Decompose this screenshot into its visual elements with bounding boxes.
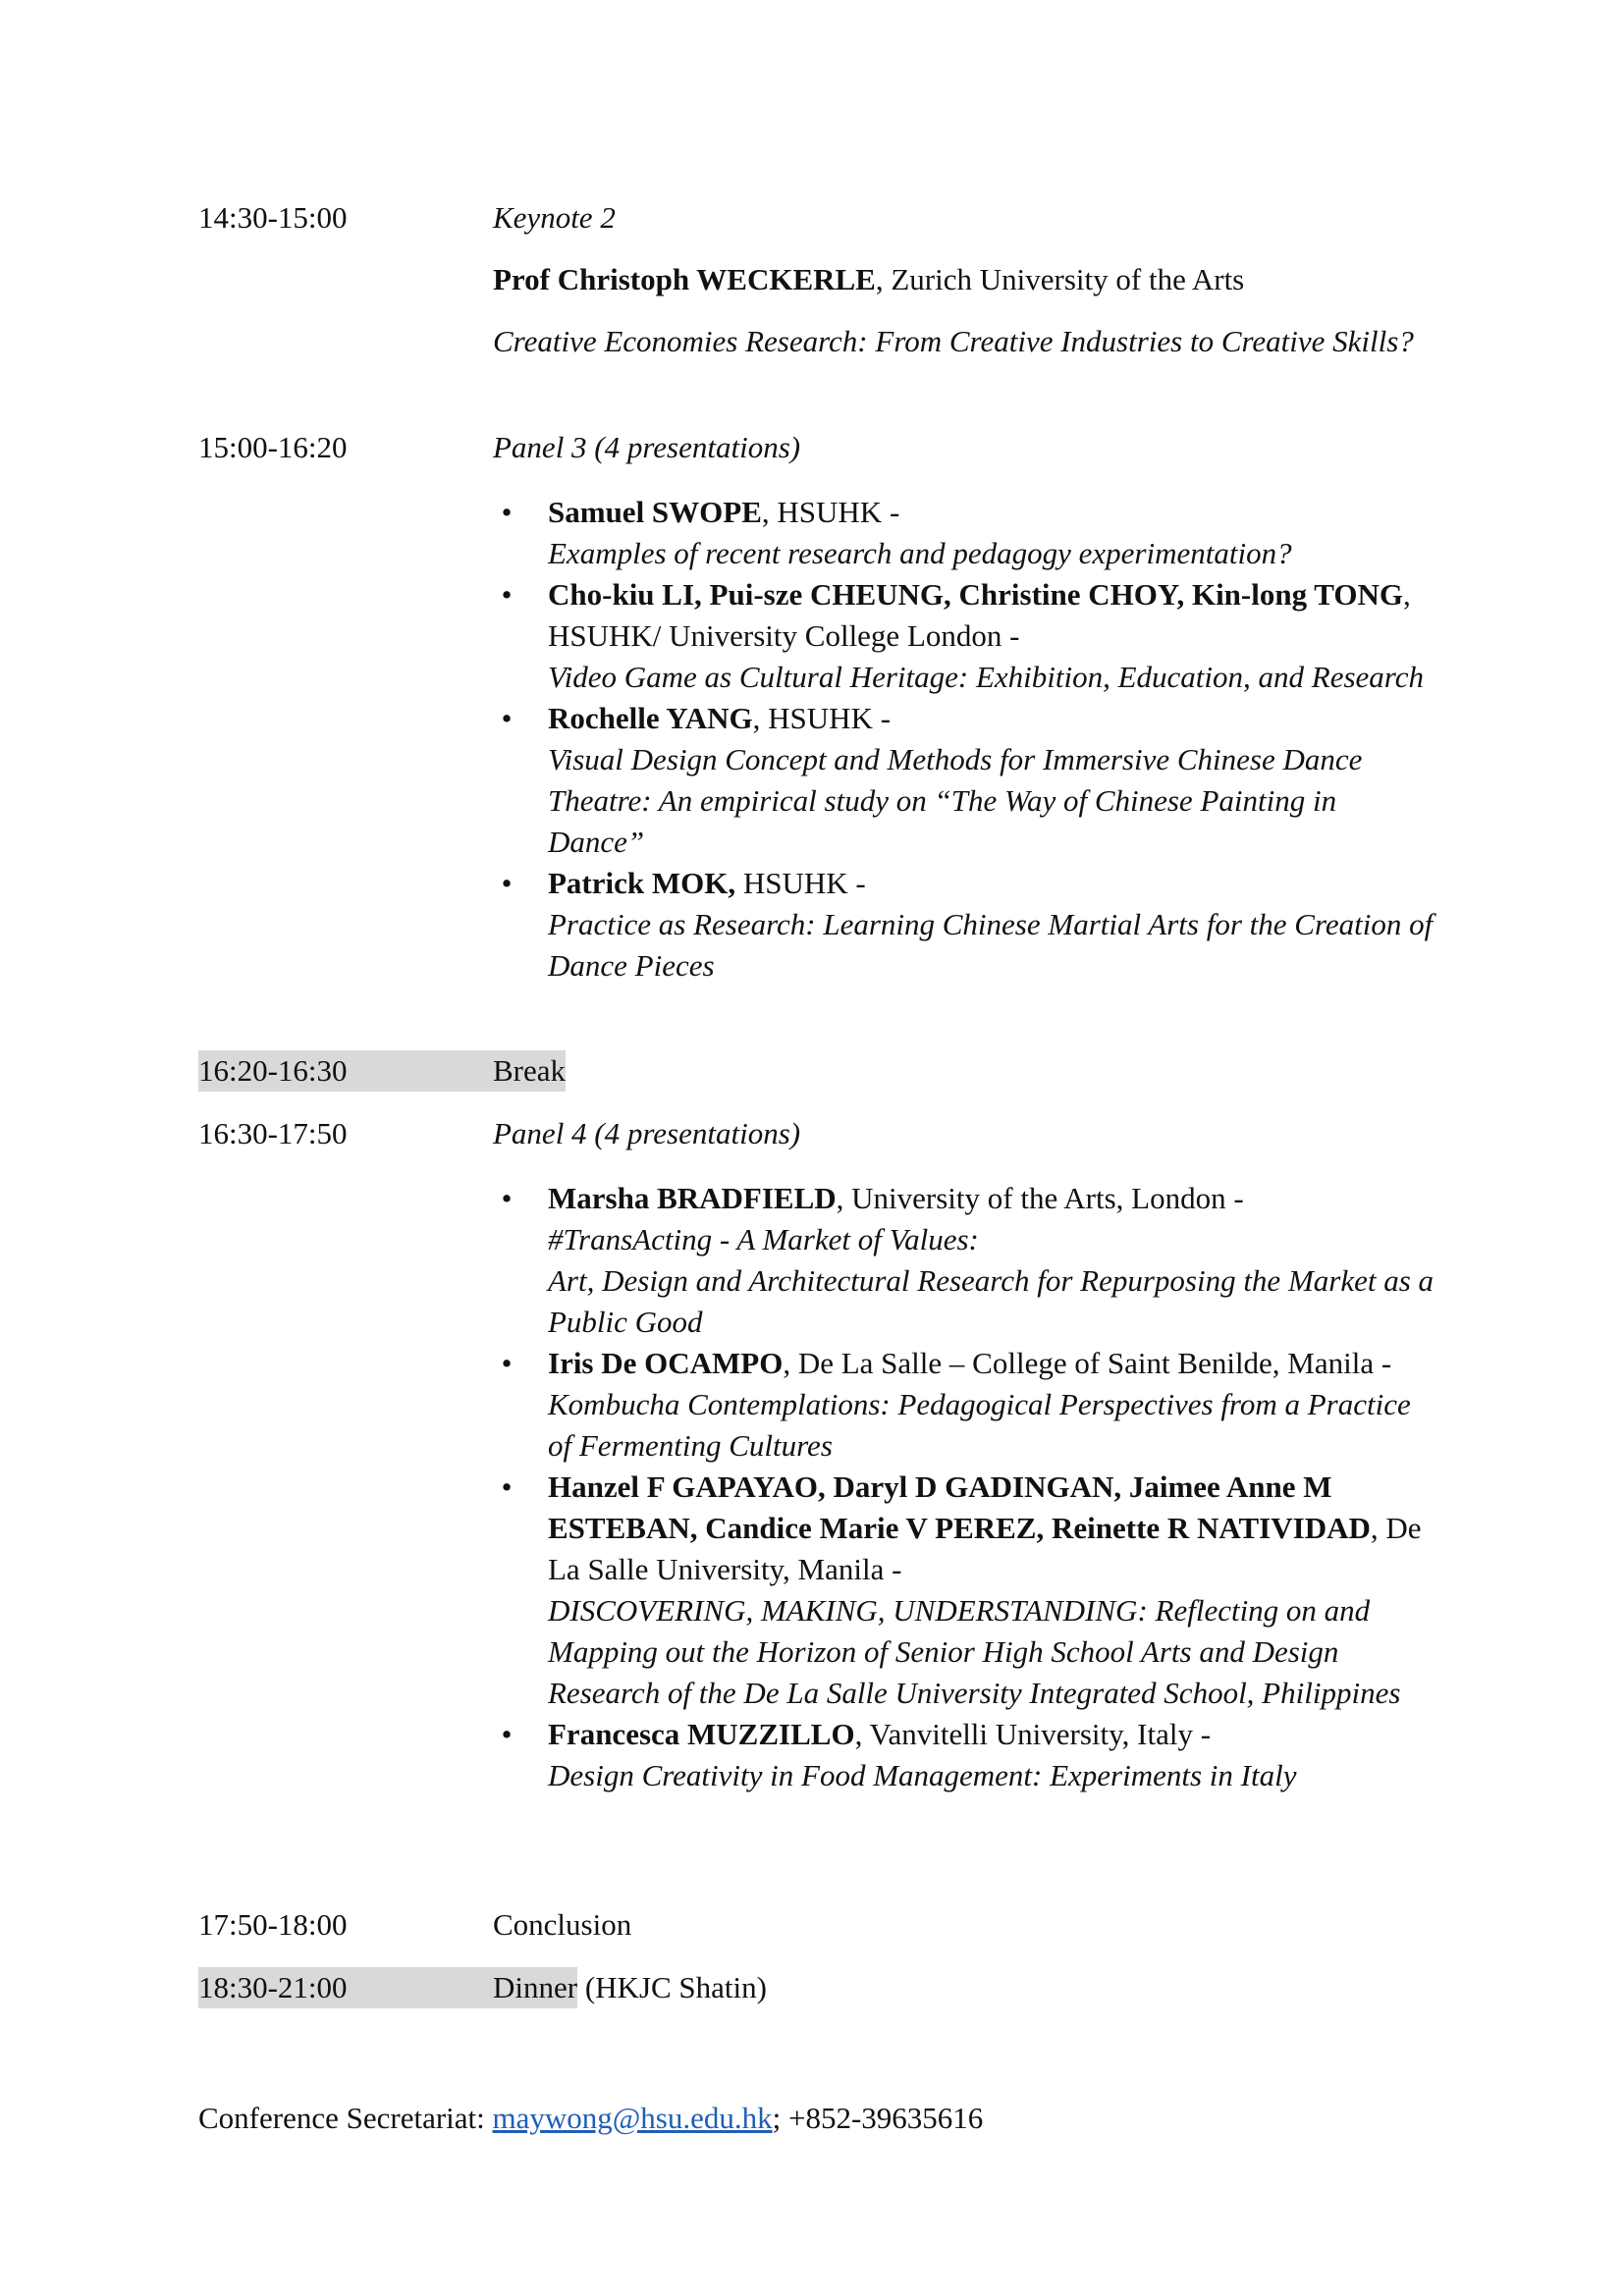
list-item [493, 1467, 1435, 1714]
bullet-icon: • [501, 1717, 513, 1751]
list-item [493, 698, 1435, 863]
list-item [493, 1343, 1435, 1467]
conference-secretariat [198, 2098, 983, 2139]
secretariat-email-link[interactable]: maywong@hsu.edu.hk [492, 2101, 773, 2135]
bullet-icon: • [501, 495, 513, 529]
session-label: Panel 4 (4 presentations) [493, 1116, 801, 1150]
time-slot: 16:20-16:30 [198, 1050, 493, 1092]
list-item [493, 1714, 1435, 1796]
secretariat-label: Conference Secretariat: [198, 2101, 493, 2135]
session-label: Panel 3 (4 presentations) [493, 430, 801, 464]
presentation-title: Visual Design Concept and Methods for Immersive Chinese Dance Theatre: An empirical study on “The Way of Chinese Painting in Dance” [548, 742, 1363, 859]
presentation-list [493, 492, 1435, 987]
time-slot: 16:30-17:50 [198, 1116, 348, 1150]
time-slot: 15:00-16:20 [198, 430, 348, 464]
bullet-icon: • [501, 1469, 513, 1504]
list-item [493, 1178, 1435, 1343]
presentation-title: Design Creativity in Food Management: Experiments in Italy [548, 1758, 1297, 1792]
talk-title: Creative Economies Research: From Creative Industries to Creative Skills? [493, 324, 1414, 358]
presentation-title: Kombucha Contemplations: Pedagogical Perspectives from a Practice of Fermenting Cultures [548, 1387, 1411, 1463]
bullet-icon: • [501, 866, 513, 900]
presenter-names: Francesca MUZZILLO [548, 1717, 855, 1751]
presenter-names: Samuel SWOPE [548, 495, 762, 529]
session-label: Keynote 2 [493, 200, 616, 235]
bullet-icon: • [501, 1181, 513, 1215]
presentation-title: Examples of recent research and pedagogy experimentation? [548, 536, 1292, 570]
secretariat-phone: ; +852-39635616 [772, 2101, 984, 2135]
presentation-title: DISCOVERING, MAKING, UNDERSTANDING: Reflecting on and Mapping out the Horizon of Senior High School Arts and Design Research of the De La Salle University Integrated School, Philippines [548, 1593, 1401, 1710]
presenter-affiliation: , HSUHK - [761, 495, 900, 529]
presentation-title: #TransActing - A Market of Values: [548, 1222, 979, 1256]
time-slot: 14:30-15:00 [198, 200, 348, 235]
session-label: Break [493, 1050, 566, 1092]
presenter-affiliation: , HSUHK - [752, 701, 892, 735]
presenter-names: Marsha BRADFIELD [548, 1181, 837, 1215]
presentation-list [493, 1178, 1435, 1796]
list-item [493, 863, 1435, 987]
presenter-names: Rochelle YANG [548, 701, 753, 735]
presenter-names: Patrick MOK, [548, 866, 736, 900]
bullet-icon: • [501, 577, 513, 612]
presentation-title: Practice as Research: Learning Chinese Martial Arts for the Creation of Dance Pieces [548, 907, 1434, 983]
session-venue: (HKJC Shatin) [577, 1970, 767, 2004]
presenter-names: Iris De OCAMPO [548, 1346, 784, 1380]
session-label: Dinner [493, 1967, 577, 2008]
presenter-names: Cho-kiu LI, Pui-sze CHEUNG, Christine CHOY, Kin-long TONG [548, 577, 1404, 612]
speaker-affiliation: , Zurich University of the Arts [875, 262, 1245, 296]
bullet-icon: • [501, 1346, 513, 1380]
time-slot: 17:50-18:00 [198, 1907, 348, 1942]
presenter-affiliation: , University of the Arts, London - [836, 1181, 1244, 1215]
list-item [493, 574, 1435, 698]
session-label: Conclusion [493, 1907, 632, 1942]
list-item [493, 492, 1435, 574]
presentation-title: Video Game as Cultural Heritage: Exhibition, Education, and Research [548, 660, 1424, 694]
presenter-affiliation: HSUHK - [735, 866, 866, 900]
presentation-subtitle: Art, Design and Architectural Research for Repurposing the Market as a Public Good [548, 1263, 1435, 1339]
presenter-affiliation: , De La Salle University, Manila - [548, 1511, 1422, 1586]
bullet-icon: • [501, 701, 513, 735]
time-slot: 18:30-21:00 [198, 1967, 493, 2008]
speaker-name: Prof Christoph WECKERLE [493, 262, 876, 296]
speaker-line [493, 259, 1435, 300]
presenter-affiliation: , De La Salle – College of Saint Benilde, Manila - [783, 1346, 1392, 1380]
presenter-affiliation: , HSUHK/ University College London - [548, 577, 1411, 653]
presenter-affiliation: , Vanvitelli University, Italy - [854, 1717, 1212, 1751]
presenter-names: Hanzel F GAPAYAO, Daryl D GADINGAN, Jaimee Anne M ESTEBAN, Candice Marie V PEREZ, Reinette R NATIVIDAD [548, 1469, 1371, 1545]
